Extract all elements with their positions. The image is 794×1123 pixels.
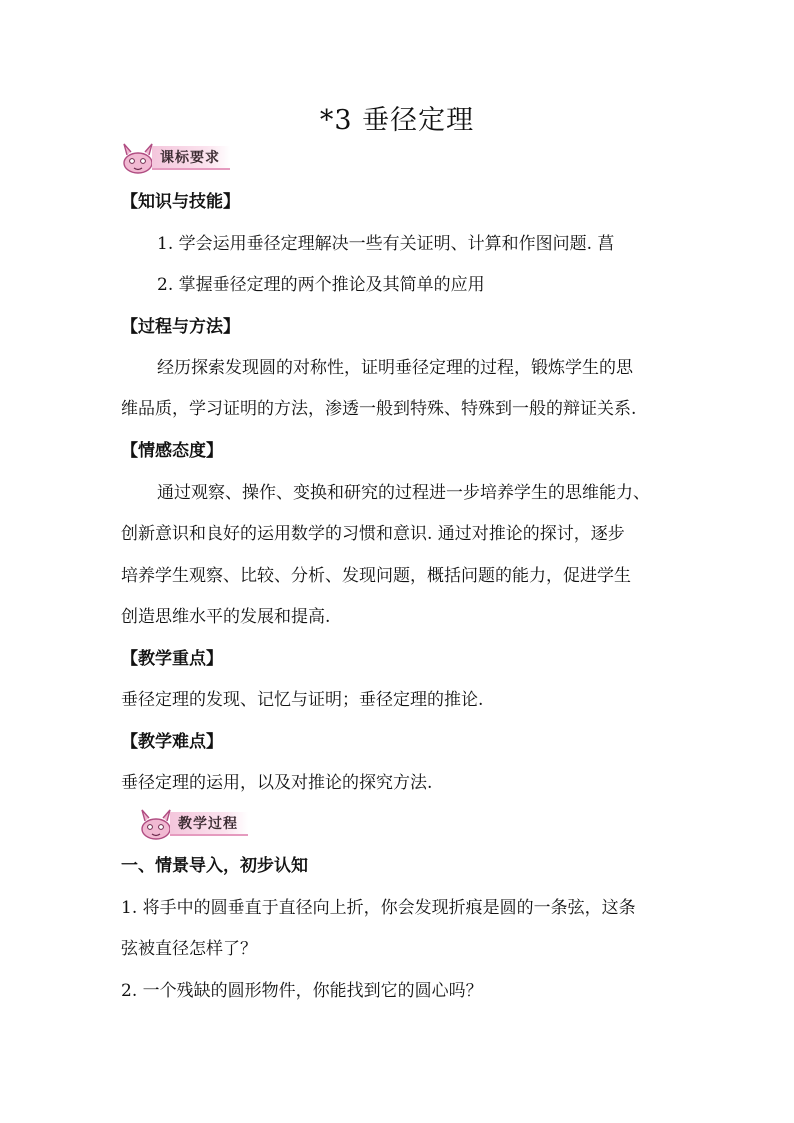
knowledge-item-1: 1. 学会运用垂径定理解决一些有关证明、计算和作图问题. 菖 (157, 234, 615, 254)
banner-requirements (118, 142, 230, 174)
banner-process-label: 教学过程 (170, 812, 248, 836)
section-heading: 一、情景导入，初步认知 (121, 856, 308, 876)
emotion-line-2: 创新意识和良好的运用数学的习惯和意识. 通过对推论的探讨，逐步 (121, 524, 625, 544)
emotion-heading: 【情感态度】 (121, 441, 223, 461)
page-title: *3 垂径定理 (319, 105, 475, 136)
question-1-line-2: 弦被直径怎样了？ (121, 939, 257, 959)
difficulty-text: 垂径定理的运用，以及对推论的探究方法. (121, 773, 433, 793)
key-points-heading: 【教学重点】 (121, 649, 223, 669)
difficulty-heading: 【教学难点】 (121, 732, 223, 752)
emotion-line-4: 创造思维水平的发展和提高. (121, 607, 331, 627)
knowledge-item-2: 2. 掌握垂径定理的两个推论及其简单的应用 (157, 275, 485, 295)
process-line-2: 维品质，学习证明的方法，渗透一般到特殊、特殊到一般的辩证关系. (121, 399, 637, 419)
banner-requirements-label: 课标要求 (152, 146, 230, 170)
question-1-line-1: 1. 将手中的圆垂直于直径向上折，你会发现折痕是圆的一条弦，这条 (121, 898, 636, 918)
question-2: 2. 一个残缺的圆形物件，你能找到它的圆心吗？ (121, 981, 483, 1001)
knowledge-heading: 【知识与技能】 (121, 192, 240, 212)
process-heading: 【过程与方法】 (121, 317, 240, 337)
emotion-line-1: 通过观察、操作、变换和研究的过程进一步培养学生的思维能力、 (157, 483, 650, 503)
key-points-text: 垂径定理的发现、记忆与证明；垂径定理的推论. (121, 690, 484, 710)
process-line-1: 经历探索发现圆的对称性，证明垂径定理的过程，锻炼学生的思 (157, 358, 633, 378)
emotion-line-3: 培养学生观察、比较、分析、发现问题，概括问题的能力，促进学生 (121, 566, 631, 586)
banner-process (136, 808, 248, 840)
